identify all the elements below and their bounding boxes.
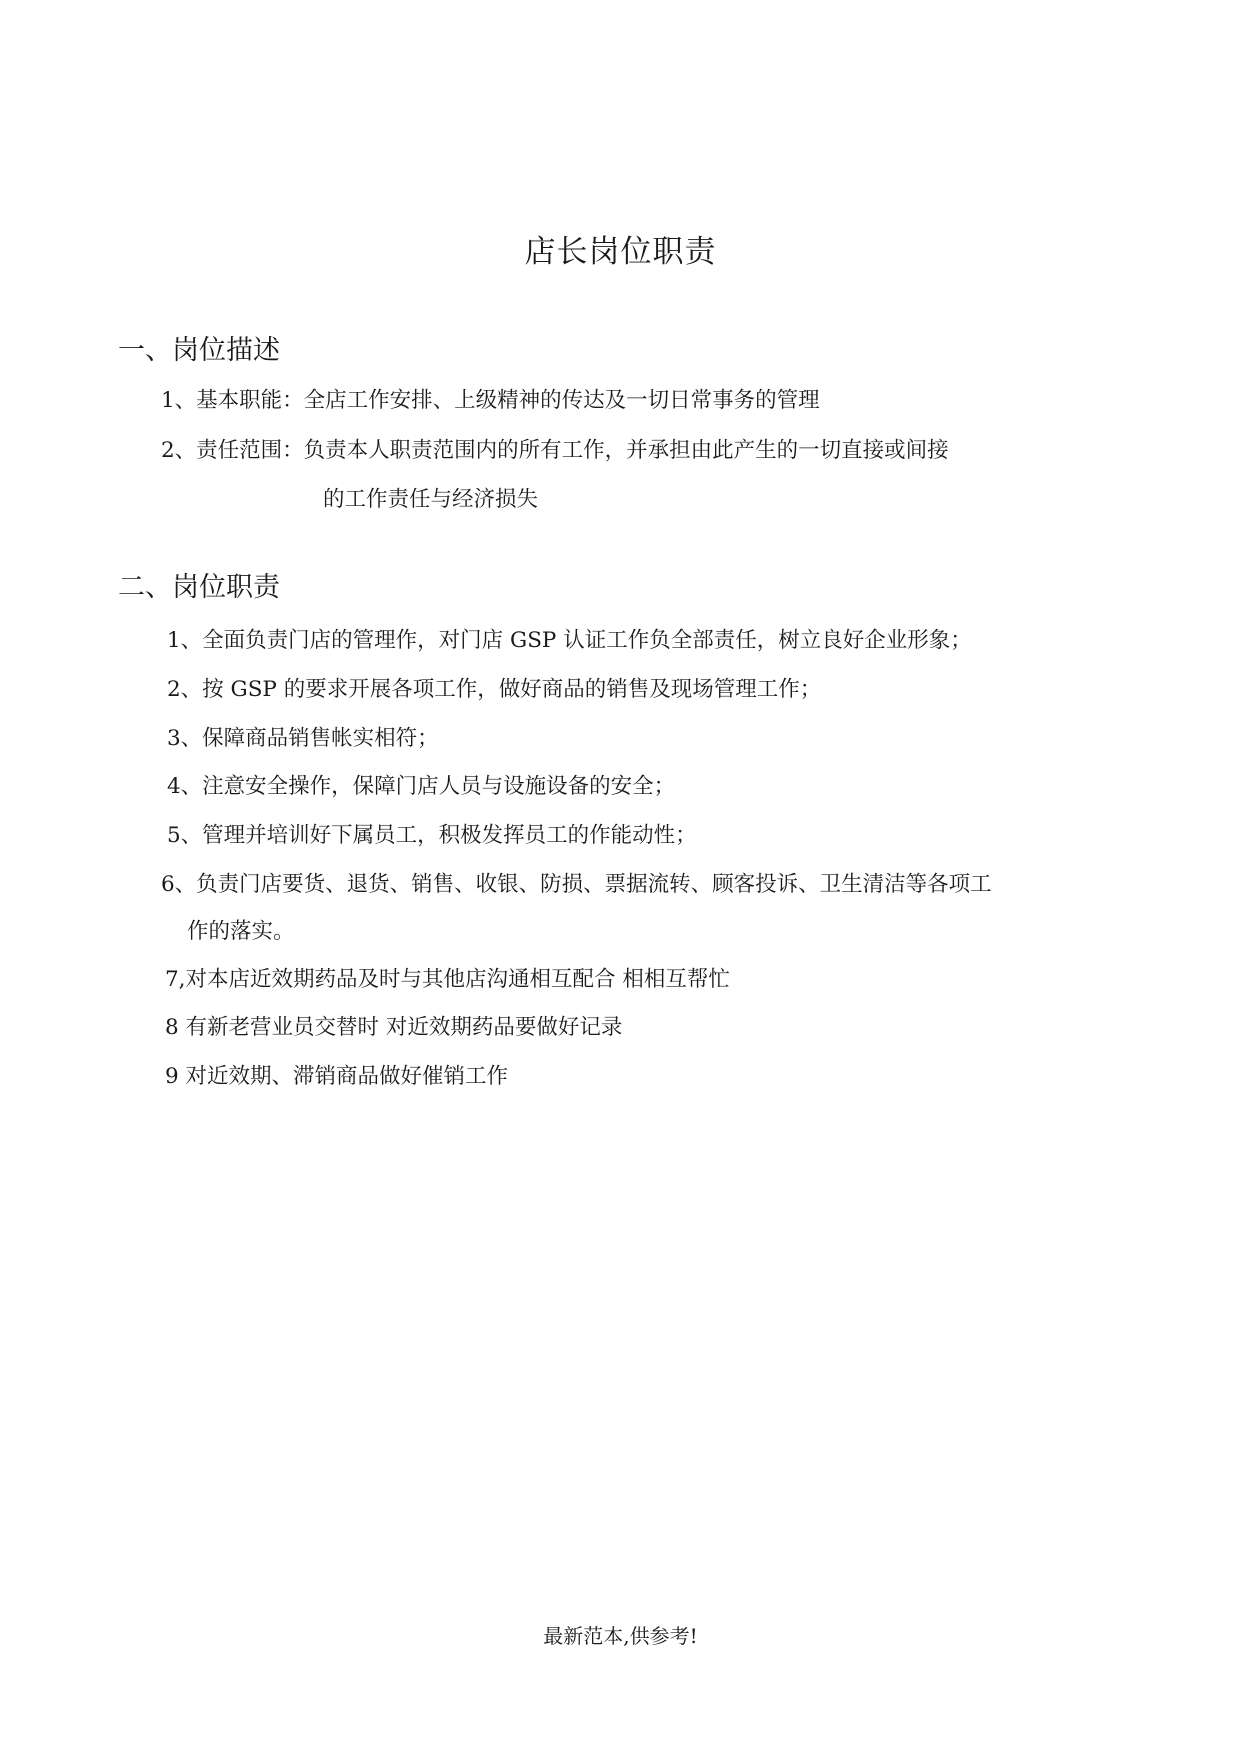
list-item: 8 有新老营业员交替时 对近效期药品要做好记录 [165, 1015, 623, 1040]
list-item: 7,对本店近效期药品及时与其他店沟通相互配合 相相互帮忙 [165, 967, 730, 992]
list-item: 6、负责门店要货、退货、销售、收银、防损、票据流转、顾客投诉、卫生清洁等各项工 [161, 872, 992, 897]
list-item: 2、按 GSP 的要求开展各项工作，做好商品的销售及现场管理工作； [167, 677, 822, 702]
list-item-continuation: 作的落实。 [187, 919, 295, 944]
list-item: 2、责任范围：负责本人职责范围内的所有工作，并承担由此产生的一切直接或间接 [161, 438, 949, 463]
list-item: 5、管理并培训好下属员工，积极发挥员工的作能动性； [167, 823, 697, 848]
list-item: 1、全面负责门店的管理作，对门店 GSP 认证工作负全部责任，树立良好企业形象； [167, 628, 972, 653]
footer-note: 最新范本,供参考! [543, 1624, 698, 1648]
section-heading-job-duties: 二、岗位职责 [118, 572, 280, 603]
list-item: 4、注意安全操作，保障门店人员与设施设备的安全； [167, 774, 676, 799]
list-item: 1、基本职能：全店工作安排、上级精神的传达及一切日常事务的管理 [161, 388, 820, 413]
list-item-continuation: 的工作责任与经济损失 [323, 487, 539, 512]
list-item: 9 对近效期、滞销商品做好催销工作 [165, 1064, 509, 1089]
section-heading-job-description: 一、岗位描述 [118, 335, 280, 366]
page-title: 店长岗位职责 [524, 234, 717, 270]
list-item: 3、保障商品销售帐实相符； [167, 726, 439, 751]
